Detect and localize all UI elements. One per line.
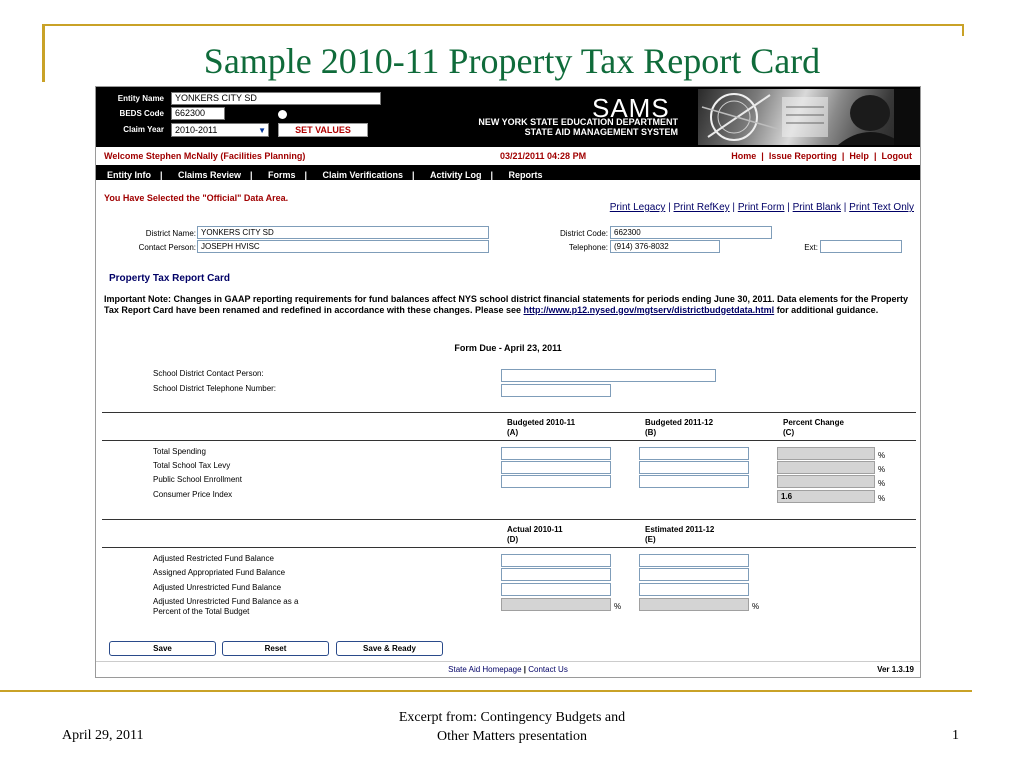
total-levy-label: Total School Tax Levy	[153, 461, 231, 470]
enrollment-b-field[interactable]	[639, 475, 749, 488]
print-legacy-link[interactable]: Print Legacy	[609, 202, 666, 213]
home-link[interactable]: Home	[731, 151, 757, 161]
slide-top-rule-end	[962, 24, 964, 36]
col-b-title: Budgeted 2011-12	[645, 418, 714, 427]
percent-sign: %	[614, 602, 622, 611]
nav-separator: |	[490, 170, 494, 180]
dept-name-line1: NEW YORK STATE EDUCATION DEPARTMENT	[478, 117, 678, 127]
col-header-d	[507, 525, 563, 545]
slide-bottom-rule	[0, 690, 972, 692]
telephone-field[interactable]: (914) 376-8032	[610, 240, 720, 253]
claim-year-label: Claim Year	[123, 125, 164, 134]
district-name-field[interactable]: YONKERS CITY SD	[197, 226, 489, 239]
unrestricted-percent-label-line2: Percent of the Total Budget	[153, 607, 250, 616]
footer-links	[96, 665, 920, 674]
main-nav	[96, 165, 920, 180]
footer-date: April 29, 2011	[62, 728, 144, 743]
district-name-label: District Name:	[145, 229, 196, 238]
version-label: Ver 1.3.19	[877, 665, 914, 674]
enrollment-label: Public School Enrollment	[153, 475, 242, 484]
unrestricted-percent-label-line1: Adjusted Unrestricted Fund Balance as a	[153, 597, 299, 606]
nav-entity-info[interactable]: Entity Info	[107, 170, 151, 180]
col-header-a	[507, 418, 575, 438]
cpi-value-field: 1.6	[777, 490, 875, 503]
col-header-c	[783, 418, 844, 438]
issue-reporting-link[interactable]: Issue Reporting	[768, 151, 837, 161]
percent-sign: %	[878, 451, 886, 460]
col-c-title: Percent Change	[783, 418, 844, 427]
official-data-area-notice: You Have Selected the "Official" Data Area.	[104, 193, 289, 203]
dept-name-line2: STATE AID MANAGEMENT SYSTEM	[524, 127, 678, 137]
banner-photo	[698, 89, 920, 145]
restricted-fund-label: Adjusted Restricted Fund Balance	[153, 554, 274, 563]
sams-logo: SAMS	[592, 93, 670, 123]
unrestricted-fund-d-field[interactable]	[501, 583, 611, 596]
assigned-fund-e-field[interactable]	[639, 568, 749, 581]
claim-year-select[interactable]	[171, 123, 269, 137]
entity-name-field[interactable]: YONKERS CITY SD	[171, 92, 381, 105]
link-separator: |	[758, 151, 767, 161]
print-refkey-link[interactable]: Print RefKey	[673, 202, 730, 213]
col-header-e	[645, 525, 714, 545]
unrestricted-percent-d-field	[501, 598, 611, 611]
slide-top-rule	[42, 24, 964, 26]
district-code-field[interactable]: 662300	[610, 226, 772, 239]
enrollment-c-field	[777, 475, 875, 488]
divider	[102, 519, 916, 520]
unrestricted-percent-label	[153, 597, 298, 617]
assigned-fund-label: Assigned Appropriated Fund Balance	[153, 568, 286, 577]
entity-name-label: Entity Name	[117, 94, 164, 103]
claim-year-value: 2010-2011	[175, 125, 218, 135]
assigned-fund-d-field[interactable]	[501, 568, 611, 581]
print-form-link[interactable]: Print Form	[737, 202, 785, 213]
link-separator: |	[839, 151, 847, 161]
col-a-title: Budgeted 2010-11	[507, 418, 576, 427]
nav-separator: |	[412, 170, 415, 180]
chevron-down-icon: ▼	[258, 126, 266, 135]
nav-reports[interactable]: Reports	[508, 170, 543, 180]
nav-claim-verifications[interactable]: Claim Verifications	[322, 170, 404, 180]
percent-sign: %	[878, 479, 886, 488]
section-title: Property Tax Report Card	[109, 273, 230, 284]
unrestricted-fund-label: Adjusted Unrestricted Fund Balance	[153, 583, 282, 592]
nav-separator: |	[250, 170, 253, 180]
session-datetime: 03/21/2011 04:28 PM	[500, 151, 587, 161]
col-c-letter: (C)	[783, 428, 795, 437]
important-note	[104, 294, 916, 315]
sd-telephone-field[interactable]	[501, 384, 611, 397]
divider	[102, 412, 916, 413]
print-blank-link[interactable]: Print Blank	[792, 202, 841, 213]
divider	[102, 547, 916, 548]
telephone-label: Telephone:	[568, 243, 608, 252]
top-links	[731, 151, 912, 161]
guidance-link[interactable]: http://www.p12.nysed.gov/mgtserv/districtbudgetdata.html	[523, 304, 775, 315]
nav-activity-log[interactable]: Activity Log	[430, 170, 482, 180]
contact-person-label: Contact Person:	[138, 243, 196, 252]
important-note-suffix: for additional guidance.	[774, 304, 879, 315]
restricted-fund-e-field[interactable]	[639, 554, 749, 567]
contact-person-field[interactable]: JOSEPH HVISC	[197, 240, 489, 253]
district-code-label: District Code:	[559, 229, 608, 238]
page-number: 1	[952, 728, 959, 743]
footer-source	[332, 708, 692, 746]
beds-lookup-icon[interactable]	[278, 110, 287, 119]
total-spending-label: Total Spending	[153, 447, 206, 456]
nav-claims-review[interactable]: Claims Review	[177, 170, 242, 180]
ext-label: Ext:	[804, 243, 818, 252]
col-e-title: Estimated 2011-12	[645, 525, 715, 534]
important-note-text: Important Note: Changes in GAAP reporting requirements for fund balances affect NYS school district financial statements for periods ending June 30, 2011. Data elements for the Property Tax Report Card have been renamed and redefined in accordance with these changes. Please see	[104, 294, 909, 315]
link-separator: |	[871, 151, 879, 161]
contact-us-link[interactable]: Contact Us	[528, 665, 568, 674]
total-levy-a-field[interactable]	[501, 461, 611, 474]
footer-source-line2: Other Matters presentation	[436, 729, 588, 744]
welcome-message: Welcome Stephen McNally (Facilities Planning)	[104, 151, 306, 161]
sams-screenshot	[95, 86, 921, 678]
beds-code-label: BEDS Code	[119, 109, 164, 118]
unrestricted-fund-e-field[interactable]	[639, 583, 749, 596]
save-and-ready-button[interactable]: Save & Ready	[336, 641, 443, 656]
unrestricted-percent-e-field	[639, 598, 749, 611]
col-d-title: Actual 2010-11	[507, 525, 563, 534]
logout-link[interactable]: Logout	[881, 151, 912, 161]
divider	[102, 440, 916, 441]
nav-separator: |	[304, 170, 308, 180]
total-spending-a-field[interactable]	[501, 447, 611, 460]
total-levy-b-field[interactable]	[639, 461, 749, 474]
total-levy-c-field	[777, 461, 875, 474]
nav-forms[interactable]: Forms	[268, 170, 296, 180]
footer-source-line1: Excerpt from: Contingency Budgets and	[398, 710, 626, 725]
restricted-fund-d-field[interactable]	[501, 554, 611, 567]
help-link[interactable]: Help	[849, 151, 869, 161]
beds-code-field[interactable]: 662300	[171, 107, 225, 120]
sd-telephone-label: School District Telephone Number:	[153, 384, 277, 393]
enrollment-a-field[interactable]	[501, 475, 611, 488]
sd-contact-person-field[interactable]	[501, 369, 716, 382]
sams-banner	[96, 87, 920, 147]
state-aid-homepage-link[interactable]: State Aid Homepage	[448, 665, 522, 674]
total-spending-c-field	[777, 447, 875, 460]
col-b-letter: (B)	[645, 428, 657, 437]
nav-separator: |	[160, 170, 163, 180]
print-text-only-link[interactable]: Print Text Only	[849, 202, 914, 213]
percent-sign: %	[878, 494, 886, 503]
set-values-button[interactable]: SET VALUES	[278, 123, 368, 137]
save-button[interactable]: Save	[109, 641, 216, 656]
ext-field[interactable]	[820, 240, 902, 253]
col-e-letter: (E)	[645, 535, 656, 544]
sd-contact-person-label: School District Contact Person:	[153, 369, 264, 378]
total-spending-b-field[interactable]	[639, 447, 749, 460]
col-a-letter: (A)	[507, 428, 519, 437]
reset-button[interactable]: Reset	[222, 641, 329, 656]
percent-sign: %	[752, 602, 760, 611]
print-links: Print Legacy | Print RefKey | Print Form | Print Blank | Print Text Only	[609, 202, 914, 213]
col-d-letter: (D)	[507, 535, 519, 544]
percent-sign: %	[878, 465, 886, 474]
form-due-date: Form Due - April 23, 2011	[454, 343, 562, 353]
col-header-b	[645, 418, 713, 438]
link-separator: |	[523, 665, 529, 674]
slide-title: Sample 2010-11 Property Tax Report Card	[203, 41, 821, 81]
cpi-label: Consumer Price Index	[153, 490, 233, 499]
